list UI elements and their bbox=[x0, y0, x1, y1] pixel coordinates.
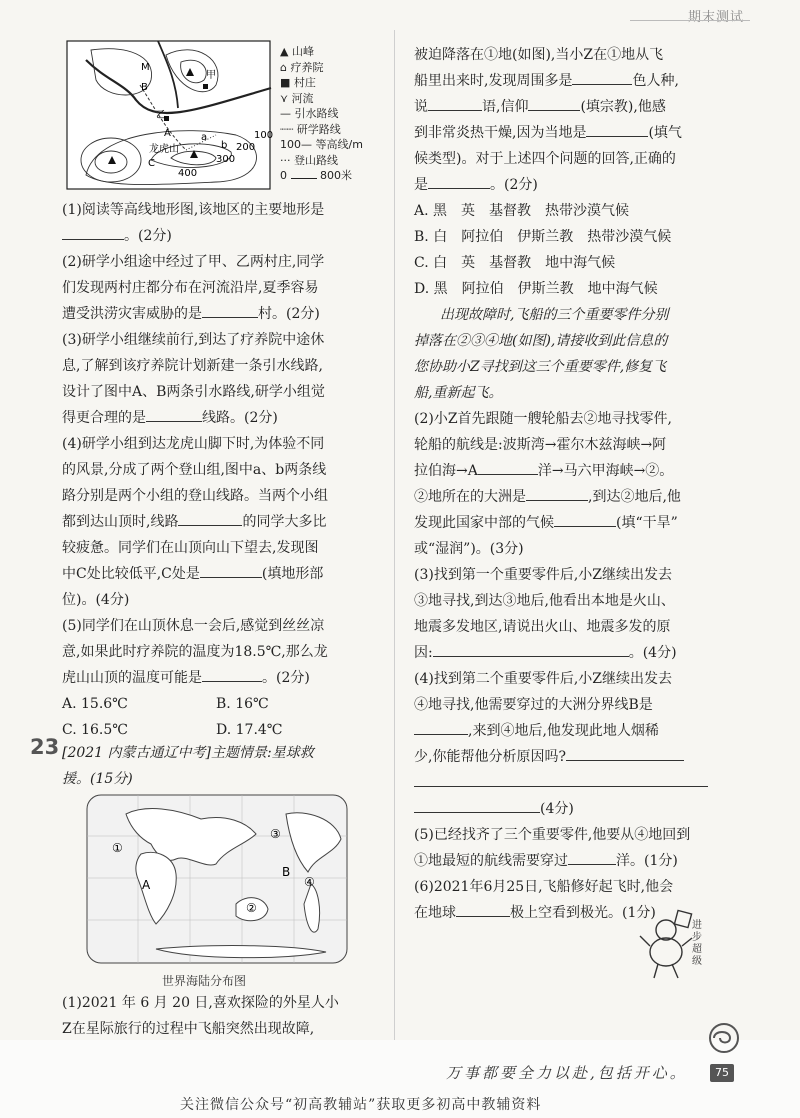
q23-p1: (1)2021 年 6 月 20 日,喜欢探险的外星人小 bbox=[62, 995, 339, 1011]
map-legend bbox=[280, 44, 363, 184]
page-number: 75 bbox=[710, 1064, 734, 1082]
map-label-a-route: a bbox=[201, 132, 208, 143]
q23-story: 出现故障时,飞船的三个重要零件分别 bbox=[440, 307, 669, 323]
q22-p1-tail: 。(2分) bbox=[62, 223, 172, 249]
q22-p3-b: 息,了解到该疗养院计划新建一条引水线路, bbox=[62, 358, 323, 374]
answer-blank[interactable] bbox=[568, 848, 616, 865]
map-label-100: 100 bbox=[254, 130, 274, 141]
q23-p2-e: ②地所在的大洲是 ,到达②地后,他 bbox=[414, 484, 681, 510]
map-label-yi: 乙 bbox=[156, 110, 166, 121]
answer-blank[interactable] bbox=[414, 718, 468, 735]
q22-p4-c: 路分别是两个小组的登山线路。当两个小组 bbox=[62, 488, 328, 504]
q22-p2-c: 遭受洪涝灾害威胁的是 村。(2分) bbox=[62, 301, 320, 327]
answer-blank[interactable] bbox=[414, 770, 708, 787]
q23-story-c: 您协助小Z寻找到这三个重要零件,修复飞 bbox=[414, 359, 667, 375]
q22-p4-b: 的风景,分成了两个登山组,图中a、b两条线 bbox=[62, 462, 327, 478]
map-label-b-route: b bbox=[221, 140, 228, 151]
q23-option-c[interactable]: C. 白 英 基督教 地中海气候 bbox=[414, 255, 616, 271]
page-header-title: 期末测试 bbox=[687, 10, 744, 25]
q23-option-b[interactable]: B. 白 阿拉伯 伊斯兰教 热带沙漠气候 bbox=[414, 229, 672, 245]
q23-intro: [2021 内蒙古通辽中考]主题情景:星球救 bbox=[62, 745, 314, 761]
map-label-longhushan: 龙虎山 bbox=[149, 144, 179, 155]
q23-p1-b: Z在星际旅行的过程中飞船突然出现故障, bbox=[62, 1021, 315, 1037]
q23-option-d[interactable]: D. 黑 阿拉伯 伊斯兰教 地中海气候 bbox=[414, 281, 658, 297]
answer-blank[interactable] bbox=[586, 120, 648, 137]
legend-diversion-route: — 引水路线 bbox=[280, 107, 339, 120]
answer-blank[interactable] bbox=[428, 172, 490, 189]
legend-climb-route: ··· 登山路线 bbox=[280, 153, 338, 167]
world-map-label-1: ① bbox=[112, 841, 123, 855]
world-map-label-2: ② bbox=[246, 901, 257, 915]
answer-blank[interactable] bbox=[428, 94, 482, 111]
q22-p4-g: 中C处比较低平,C处是 (填地形部 bbox=[62, 561, 323, 587]
q23-p6: (6)2021年6月25日,飞船修好起飞时,他会 bbox=[414, 879, 674, 895]
q22-option-a[interactable]: A. 15.6℃ bbox=[62, 696, 128, 712]
answer-blank[interactable] bbox=[554, 510, 616, 527]
map-label-300: 300 bbox=[216, 154, 236, 165]
q23-p5: (5)已经找齐了三个重要零件,他要从④地回到 bbox=[414, 827, 691, 843]
legend-scale: 0 800米 bbox=[280, 169, 352, 182]
map-label-a-point: A bbox=[164, 128, 171, 139]
map-label-m: M bbox=[141, 62, 150, 73]
answer-blank[interactable] bbox=[528, 94, 580, 111]
q23-p1-d: 船里出来时,发现周围多是 色人种, bbox=[414, 68, 679, 94]
legend-village: ■ 村庄 bbox=[280, 76, 316, 89]
q22-p5-c: 虎山山顶的温度可能是 。(2分) bbox=[62, 665, 310, 691]
river-icon: ⋎ bbox=[280, 91, 289, 105]
answer-blank[interactable] bbox=[202, 665, 262, 682]
world-map bbox=[86, 794, 348, 964]
world-map-label-3: ③ bbox=[270, 827, 281, 841]
q23-p4-c: ,来到④地后,他发现此地人烟稀 bbox=[414, 718, 659, 744]
q23-p3: (3)找到第一个重要零件后,小Z继续出发去 bbox=[414, 567, 673, 583]
q23-p1-f: 到非常炎热干燥,因为当地是 (填气 bbox=[414, 120, 682, 146]
answer-blank[interactable] bbox=[572, 68, 632, 85]
q23-p4-line bbox=[414, 770, 708, 796]
answer-blank[interactable] bbox=[62, 223, 124, 240]
q22-p4-i: 位)。(4分) bbox=[62, 592, 130, 608]
q22-p3-c: 设计了图中A、B两条引水路线,研学小组觉 bbox=[62, 384, 325, 400]
world-map-caption: 世界海陆分布图 bbox=[162, 974, 247, 988]
q23-p1-g: 候类型)。对于上述四个问题的回答,正确的 bbox=[414, 151, 676, 167]
map-label-jia: 甲 bbox=[206, 70, 216, 81]
answer-blank[interactable] bbox=[178, 509, 242, 526]
q23-p1-e: 说 语,信仰 (填宗教),他感 bbox=[414, 94, 666, 120]
q23-story-d: 船,重新起飞。 bbox=[414, 385, 503, 401]
q23-p2-c: 拉伯海→A 洋→马六甲海峡→②。 bbox=[414, 458, 673, 484]
village-icon bbox=[203, 84, 208, 89]
answer-blank[interactable] bbox=[414, 796, 540, 813]
peak-icon: ▲ bbox=[280, 45, 289, 58]
answer-blank[interactable] bbox=[478, 458, 538, 475]
answer-blank[interactable] bbox=[456, 900, 510, 917]
q23-p4: (4)找到第二个重要零件后,小Z继续出发去 bbox=[414, 671, 673, 687]
q22-option-b[interactable]: B. 16℃ bbox=[216, 696, 269, 712]
q23-intro-b: 援。(15分) bbox=[62, 771, 133, 787]
map-label-b: B bbox=[141, 82, 148, 93]
q23-p1-h: 是 。(2分) bbox=[414, 172, 538, 198]
climb-route-icon: ··· bbox=[280, 153, 291, 167]
answer-blank[interactable] bbox=[566, 744, 684, 761]
answer-blank[interactable] bbox=[200, 561, 262, 578]
legend-river: ⋎ 河流 bbox=[280, 91, 314, 105]
q22-option-d[interactable]: D. 17.4℃ bbox=[216, 722, 283, 738]
swirl-logo-icon bbox=[706, 1020, 742, 1060]
q22-p4-d: 都到达山顶时,线路 的同学大多比 bbox=[62, 509, 326, 535]
q22-p2-b: 们发现两村庄都分布在河流沿岸,夏季容易 bbox=[62, 280, 319, 296]
answer-blank[interactable] bbox=[146, 405, 202, 422]
q22-p2: (2)研学小组途中经过了甲、乙两村庄,同学 bbox=[62, 254, 325, 270]
q22-p5-b: 意,如果此时疗养院的温度为18.5℃,那么龙 bbox=[62, 644, 328, 660]
contour-map bbox=[66, 40, 274, 190]
study-route-icon: ┈┈ bbox=[280, 122, 294, 136]
q23-p3-d: 因: 。(4分) bbox=[414, 640, 677, 666]
sanatorium-icon: ⌂ bbox=[280, 60, 287, 74]
village-icon: ■ bbox=[280, 76, 291, 89]
q22-p4-f: 较疲惫。同学们在山顶向山下望去,发现图 bbox=[62, 540, 319, 556]
q22-p3-d: 得更合理的是 线路。(2分) bbox=[62, 405, 278, 431]
q22-p3: (3)研学小组继续前行,到达了疗养院中途休 bbox=[62, 332, 325, 348]
q23-p2-b: 轮船的航线是:波斯湾→霍尔木兹海峡→阿 bbox=[414, 437, 667, 453]
q23-p2-i: 或“湿润”)。(3分) bbox=[414, 541, 524, 557]
map-label-c: C bbox=[148, 158, 155, 169]
q22-p4: (4)研学小组到达龙虎山脚下时,为体验不同 bbox=[62, 436, 325, 452]
q22-p1: (1)阅读等高线地形图,该地区的主要地形是 bbox=[62, 202, 325, 218]
column-separator bbox=[394, 30, 395, 1040]
header-rule bbox=[630, 20, 750, 21]
q23-option-a[interactable]: A. 黑 英 基督教 热带沙漠气候 bbox=[414, 203, 630, 219]
world-map-label-4: ④ bbox=[304, 875, 315, 889]
legend-sanatorium: ⌂ 疗养院 bbox=[280, 60, 324, 74]
question-number: 23 bbox=[30, 735, 60, 759]
q23-p5-b: ①地最短的航线需要穿过 洋。(1分) bbox=[414, 848, 678, 874]
q23-p3-b: ③地寻找,到达③地后,他看出本地是火山、 bbox=[414, 593, 675, 609]
footer-quote: 万事都要全力以赴,包括开心。 bbox=[446, 1064, 688, 1082]
wechat-note: 关注微信公众号“初高教辅站”获取更多初高中教辅资料 bbox=[180, 1097, 542, 1113]
answer-blank[interactable] bbox=[526, 484, 588, 501]
world-map-label-b: B bbox=[282, 865, 291, 879]
legend-contour: 100— 等高线/m bbox=[280, 138, 363, 151]
legend-study-route: ┈┈ 研学路线 bbox=[280, 122, 341, 136]
q23-story-b: 掉落在②③④地(如图),请接收到此信息的 bbox=[414, 333, 668, 349]
mascot-stamp-text: 进步超级 bbox=[692, 920, 702, 967]
q23-p1-c: 被迫降落在①地(如图),当小Z在①地从飞 bbox=[414, 47, 664, 63]
q22-p5: (5)同学们在山顶休息一会后,感觉到丝丝凉 bbox=[62, 618, 325, 634]
legend-peak: ▲ 山峰 bbox=[280, 45, 314, 58]
q23-p6-b: 在地球 极上空看到极光。(1分) bbox=[414, 900, 656, 926]
map-label-400: 400 bbox=[178, 168, 198, 179]
q23-p4-e: (4分) bbox=[414, 796, 574, 822]
q23-p4-d: 少,你能帮他分析原因吗? bbox=[414, 744, 684, 770]
q22-option-c[interactable]: C. 16.5℃ bbox=[62, 722, 128, 738]
answer-blank[interactable] bbox=[433, 640, 629, 657]
q23-p3-c: 地震多发地区,请说出火山、地震多发的原 bbox=[414, 619, 671, 635]
q23-p4-b: ④地寻找,他需要穿过的大洲分界线B是 bbox=[414, 697, 653, 713]
q23-p2-g: 发现此国家中部的气候 (填“干旱” bbox=[414, 510, 678, 536]
diversion-route-icon: — bbox=[280, 107, 291, 120]
world-map-label-a: A bbox=[142, 878, 151, 892]
answer-blank[interactable] bbox=[202, 301, 258, 318]
q23-p2: (2)小Z首先跟随一艘轮船去②地寻找零件, bbox=[414, 411, 673, 427]
map-label-200: 200 bbox=[236, 142, 256, 153]
